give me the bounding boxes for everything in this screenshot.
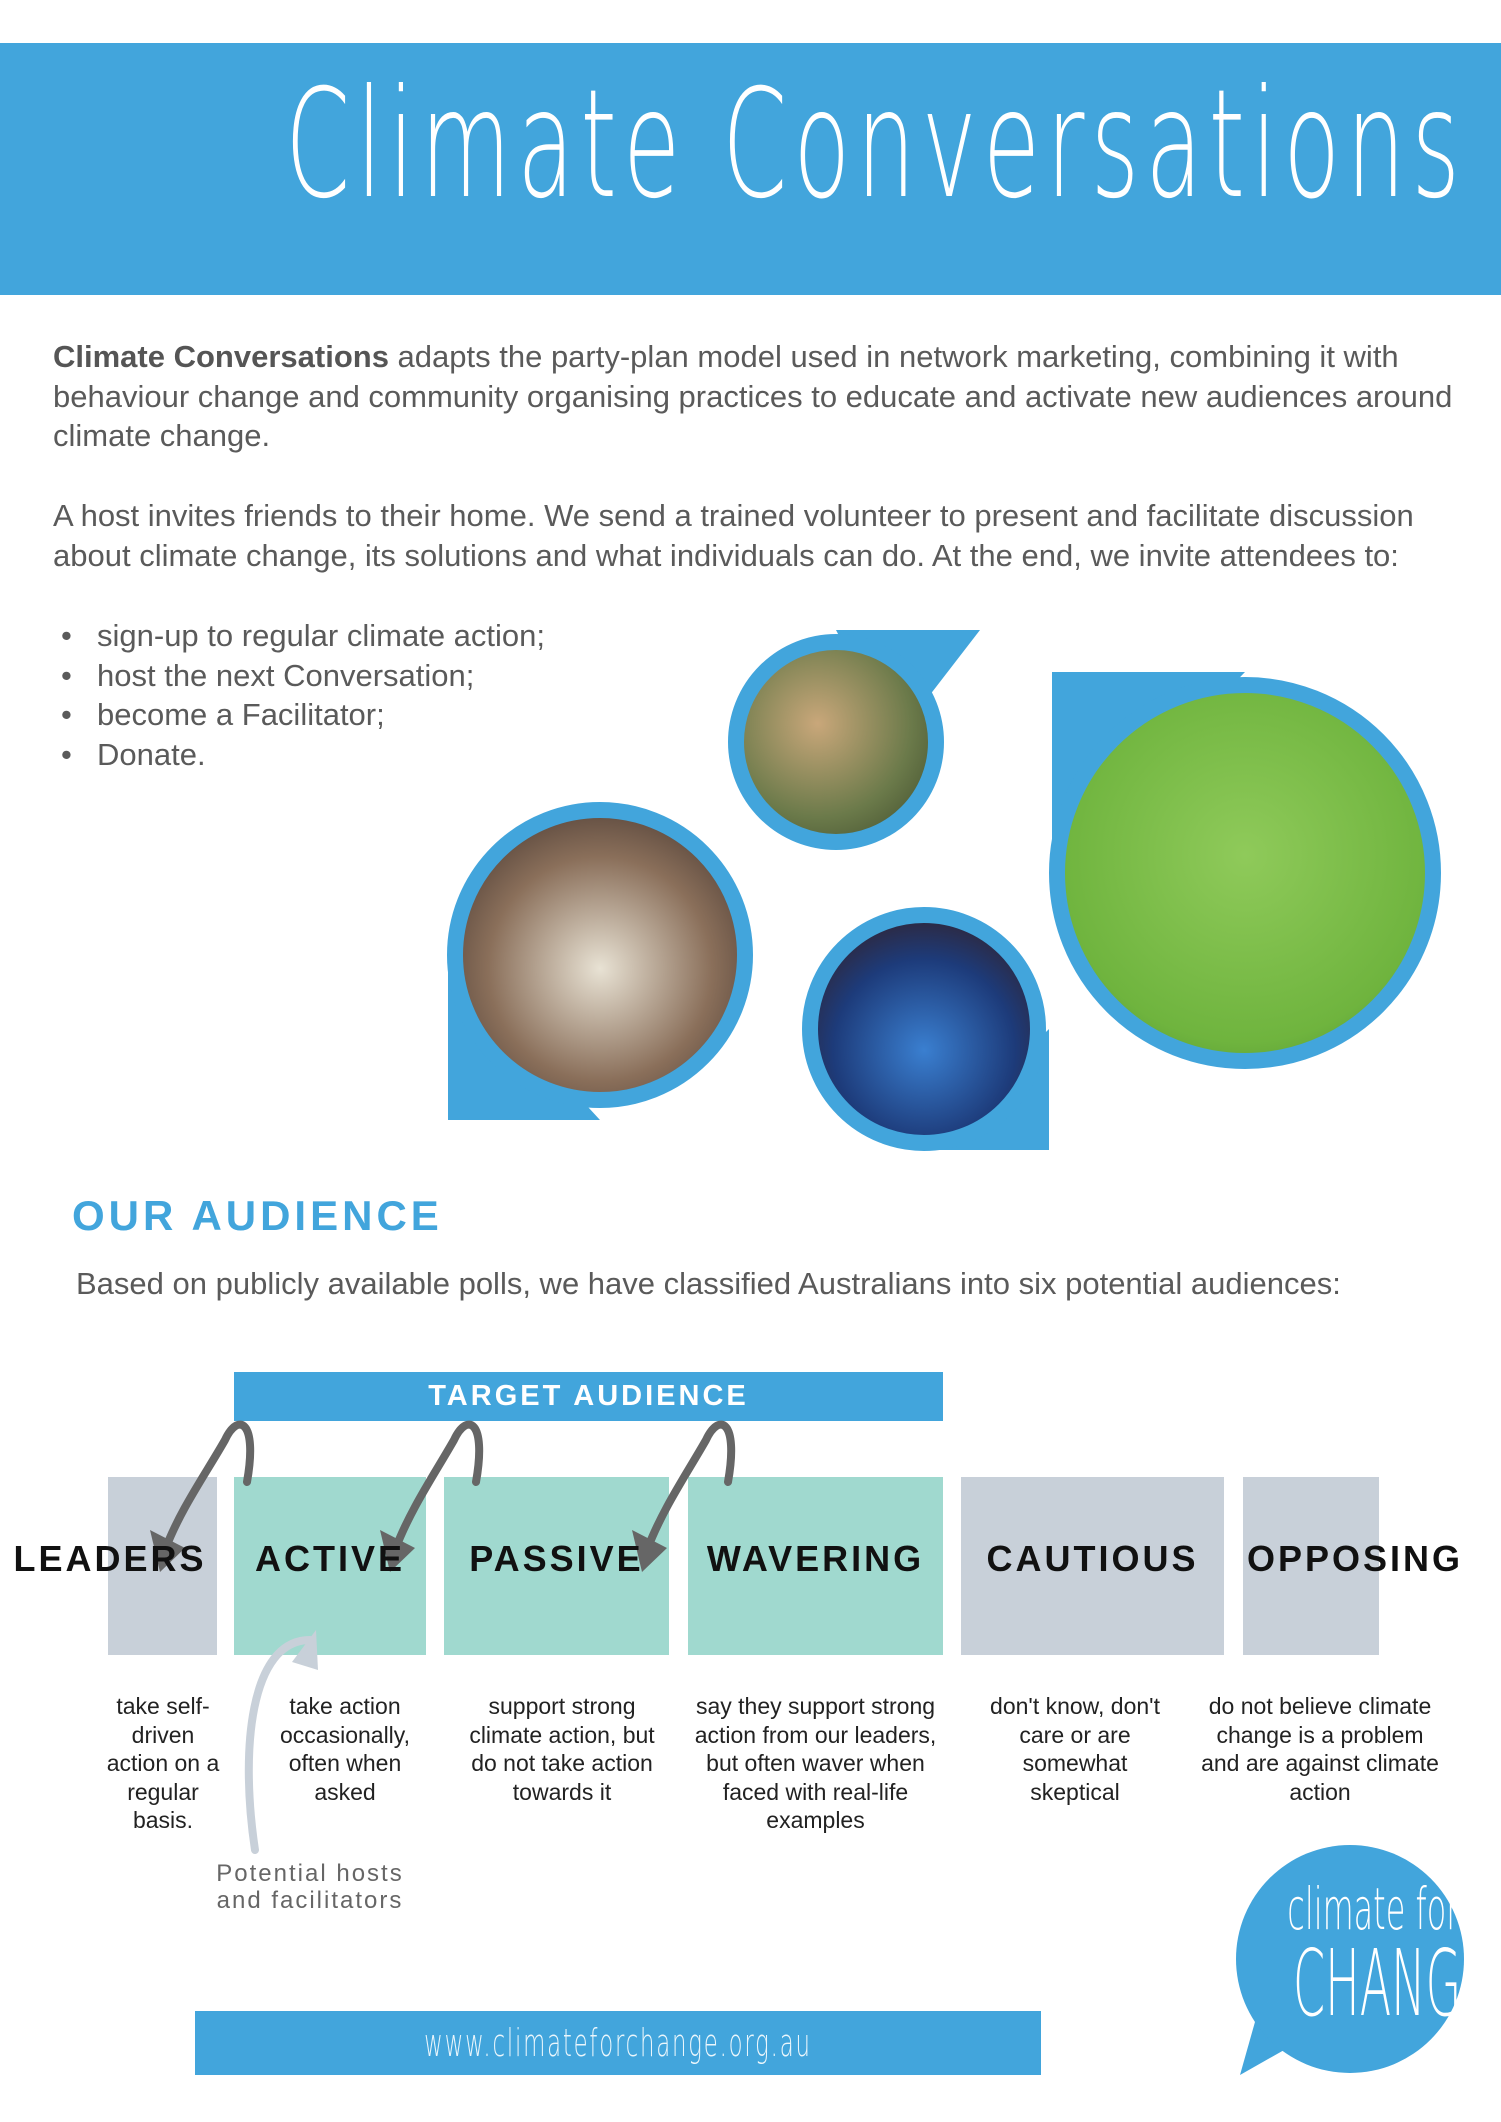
list-item: • Donate.	[53, 735, 545, 775]
segment-label-passive: PASSIVE	[469, 1538, 644, 1579]
section-heading: OUR AUDIENCE	[72, 1192, 443, 1239]
target-audience-banner: TARGET AUDIENCE	[234, 1372, 943, 1421]
segment-desc-wavering: say they support strong action from our leaders, but often waver when faced with real-life examples	[694, 1693, 937, 1833]
intro-paragraph-2: A host invites friends to their home. We send a trained volunteer to present and facilitate discussion about climate change, its solutions and what individuals can do. At the end, we invite attendees to:	[53, 498, 1414, 573]
website-link[interactable]	[195, 2011, 1041, 2075]
invite-list	[53, 616, 545, 774]
segment-label-leaders: LEADERS	[13, 1538, 207, 1579]
list-item: • sign-up to regular climate action;	[53, 616, 545, 656]
segment-label-cautious: CAUTIOUS	[986, 1538, 1199, 1579]
segment-desc-cautious: don't know, don't care or are somewhat skeptical	[990, 1693, 1160, 1805]
segment-desc-leaders: take self-driven action on a regular basis.	[106, 1693, 220, 1833]
intro-bold: Climate Conversations	[53, 339, 389, 374]
segment-desc-passive: support strong climate action, but do not take action towards it	[469, 1693, 655, 1805]
photo-dinner-table	[728, 634, 944, 850]
segment-label-opposing: OPPOSING	[1246, 1538, 1464, 1579]
page-title: Climate Conversations	[285, 58, 1467, 232]
list-item: • become a Facilitator;	[53, 695, 545, 735]
intro-text: adapts the party-plan model used in network marketing, combining it with behaviour change and community organising practices to educate and activate new audiences around climate change.	[53, 339, 1453, 453]
photo-climate-act-now-aerial	[1049, 677, 1441, 1069]
segment-label-active: ACTIVE	[254, 1538, 405, 1579]
logo-line-2: CHANGE	[1293, 1930, 1491, 2037]
logo-text	[1236, 1875, 1491, 2037]
segment-desc-opposing: do not believe climate change is a problem and are against climate action	[1201, 1693, 1439, 1805]
list-item: • host the next Conversation;	[53, 656, 545, 696]
section-subtitle: Based on publicly available polls, we have classified Australians into six potential audiences:	[76, 1266, 1341, 1301]
website-url[interactable]: www.climateforchange.org.au	[424, 2021, 812, 2065]
curved-arrow-icon	[165, 1425, 731, 1550]
logo-line-1: climate for	[1287, 1875, 1460, 1943]
segment-label-wavering: WAVERING	[706, 1538, 925, 1579]
hosts-note: Potential hosts and facilitators	[216, 1860, 404, 1914]
intro-paragraph-1	[53, 337, 1473, 456]
photo-volunteers	[802, 907, 1046, 1151]
segment-desc-active: take action occasionally, often when asked	[280, 1693, 410, 1805]
photo-group-living-room	[447, 802, 753, 1108]
